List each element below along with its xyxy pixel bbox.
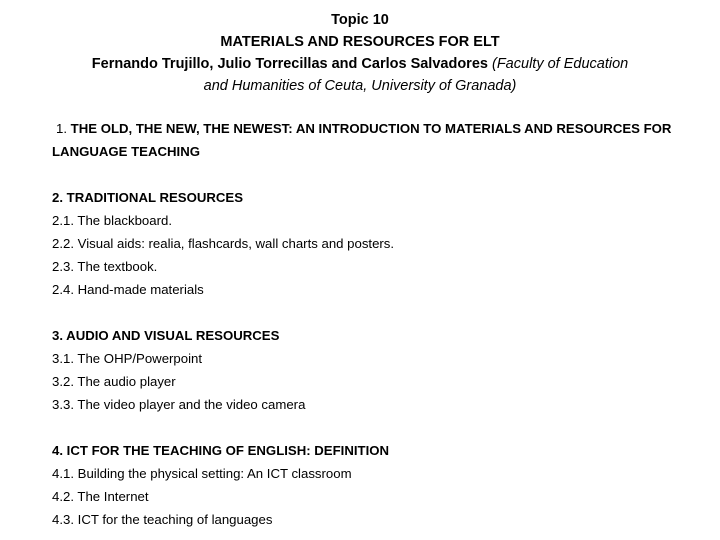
affiliation-part1: (Faculty of Education — [492, 56, 629, 72]
outline — [52, 117, 692, 531]
section-item: 2.4. Hand-made materials — [52, 282, 204, 297]
section-item: 4.2. The Internet — [52, 489, 149, 504]
section-item: 4.1. Building the physical setting: An ICT classroom — [52, 466, 352, 481]
spacer — [52, 416, 692, 439]
intro-number: 1. — [56, 121, 67, 136]
authors: Fernando Trujillo, Julio Torrecillas and Carlos Salvadores — [91, 56, 488, 72]
intro-heading-row — [52, 117, 692, 163]
topic-label: Topic 10 — [331, 12, 389, 28]
slide-title: MATERIALS AND RESOURCES FOR ELT — [220, 34, 500, 50]
section-item: 3.2. The audio player — [52, 374, 176, 389]
section-item: 3.1. The OHP/Powerpoint — [52, 351, 203, 366]
section-item: 2.3. The textbook. — [52, 259, 158, 274]
section-item: 2.2. Visual aids: realia, flashcards, wall charts and posters. — [52, 236, 395, 251]
section-heading: 2. TRADITIONAL RESOURCES — [52, 190, 243, 205]
intro-heading: THE OLD, THE NEW, THE NEWEST: AN INTRODUCTION TO MATERIALS AND RESOURCES FOR LANGUAGE TEACHING — [52, 121, 672, 159]
affiliation-part2: and Humanities of Ceuta, University of Granada) — [203, 78, 517, 94]
spacer — [52, 163, 692, 186]
spacer — [52, 301, 692, 324]
section-heading: 4. ICT FOR THE TEACHING OF ENGLISH: DEFINITION — [52, 443, 390, 458]
authors-line — [0, 53, 720, 75]
section-item: 3.3. The video player and the video camera — [52, 397, 306, 412]
section-item: 2.1. The blackboard. — [52, 213, 172, 228]
section-heading: 3. AUDIO AND VISUAL RESOURCES — [52, 328, 280, 343]
slide-header — [0, 9, 720, 97]
section-item: 4.3. ICT for the teaching of languages — [52, 512, 273, 527]
